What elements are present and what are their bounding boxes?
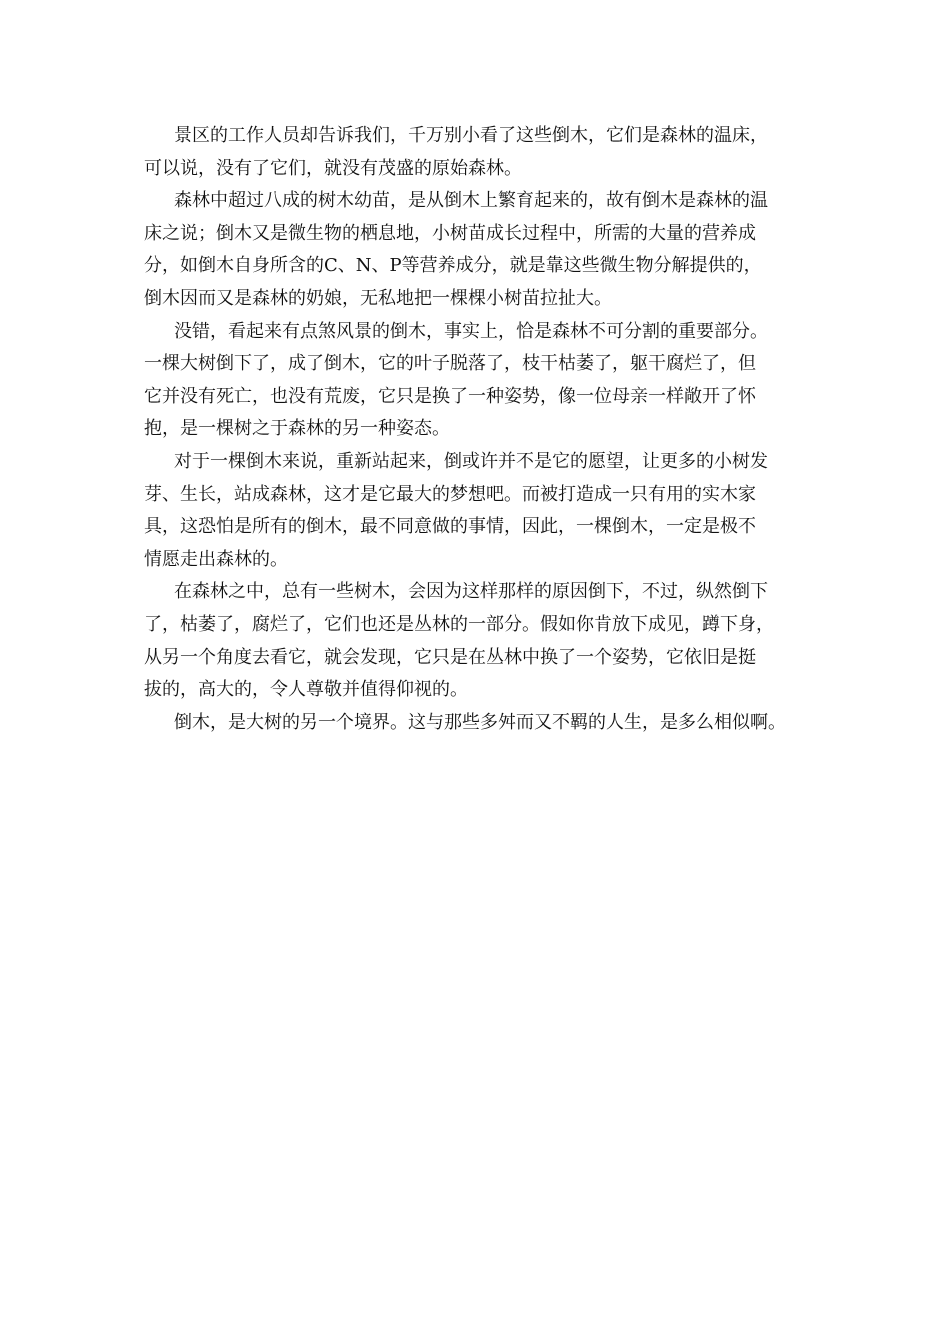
text-line: 森林中超过八成的树木幼苗，是从倒木上繁育起来的，故有倒木是森林的温 [174,190,768,212]
paragraph-2 [144,185,844,315]
text-line: 对于一棵倒木来说，重新站起来，倒或许并不是它的愿望，让更多的小树发 [174,450,768,472]
document-body [144,120,844,739]
text-line: 一棵大树倒下了，成了倒木，它的叶子脱落了，枝干枯萎了，躯干腐烂了，但 [144,353,756,375]
text-line: 没错，看起来有点煞风景的倒木，事实上，恰是森林不可分割的重要部分。 [174,320,768,342]
paragraph-4 [144,446,844,576]
text-line: 具，这恐怕是所有的倒木，最不同意做的事情，因此，一棵倒木，一定是极不 [144,516,756,538]
text-line: 芽、生长，站成森林，这才是它最大的梦想吧。而被打造成一只有用的实木家 [144,483,756,505]
text-line: 倒木因而又是森林的奶娘，无私地把一棵棵小树苗拉扯大。 [144,287,612,309]
paragraph-3 [144,316,844,446]
text-line: 景区的工作人员却告诉我们，千万别小看了这些倒木，它们是森林的温床， [174,125,768,146]
text-line: 倒木，是大树的另一个境界。这与那些多舛而又不羁的人生，是多么相似啊。 [174,711,786,733]
text-line: 从另一个角度去看它，就会发现，它只是在丛林中换了一个姿势，它依旧是挺 [144,646,756,668]
text-line: 它并没有死亡，也没有荒废，它只是换了一种姿势，像一位母亲一样敞开了怀 [144,385,756,407]
text-line: 了，枯萎了，腐烂了，它们也还是丛林的一部分。假如你肯放下成见，蹲下身， [144,613,774,635]
text-line: 情愿走出森林的。 [144,548,288,570]
text-line: 床之说；倒木又是微生物的栖息地，小树苗成长过程中，所需的大量的营养成 [144,222,756,244]
paragraph-5 [144,576,844,706]
paragraph-6 [144,707,844,740]
text-line: 在森林之中，总有一些树木，会因为这样那样的原因倒下，不过，纵然倒下 [174,581,768,603]
paragraph-1 [144,120,844,185]
text-line: 分，如倒木自身所含的C、N、P等营养成分，就是靠这些微生物分解提供的， [144,255,762,277]
text-line: 抱，是一棵树之于森林的另一种姿态。 [144,418,450,440]
text-line: 可以说，没有了它们，就没有茂盛的原始森林。 [144,157,522,179]
text-line: 拔的，高大的，令人尊敬并值得仰视的。 [144,679,468,701]
